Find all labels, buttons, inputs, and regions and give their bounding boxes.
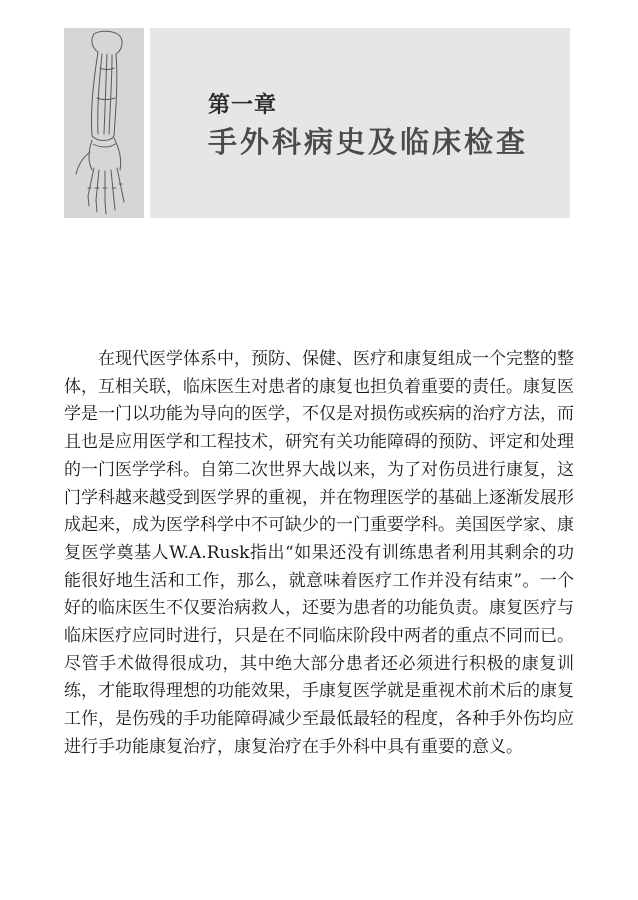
chapter-title: 手外科病史及临床检查 bbox=[208, 125, 529, 159]
chapter-number: 第一章 bbox=[208, 92, 278, 118]
chapter-banner bbox=[64, 28, 570, 218]
chapter-title-box bbox=[150, 28, 570, 218]
body-paragraph: 在现代医学体系中，预防、保健、医疗和康复组成一个完整的整体，互相关联，临床医生对患者的康复也担负着重要的责任。康复医学是一门以功能为导向的医学，不仅是对损伤或疾病的治疗方法，而且也是应用医学和工程技术，研究有关功能障碍的预防、评定和处理的一门医学学科。自第二次世界大战以来，为了对伤员进行康复，这门学科越来越受到医学界的重视，并在物理医学的基础上逐渐发展形成起来，成为医学科学中不可缺少的一门重要学科。美国医学家、康复医学奠基人W.A.Rusk指出“如果还没有训练患者利用其剩余的功能很好地生活和工作，那么，就意味着医疗工作并没有结束”。一个好的临床医生不仅要治病救人，还要为患者的功能负责。康复医疗与临床医疗应同时进行，只是在不同临床阶段中两者的重点不同而已。尽管手术做得很成功，其中绝大部分患者还必须进行积极的康复训练，才能取得理想的功能效果，手康复医学就是重视术前术后的康复工作，是伤残的手功能障碍减少至最低最轻的程度，各种手外伤均应进行手功能康复治疗，康复治疗在手外科中具有重要的意义。 bbox=[64, 349, 574, 757]
forearm-hand-anatomy-icon bbox=[64, 28, 144, 218]
